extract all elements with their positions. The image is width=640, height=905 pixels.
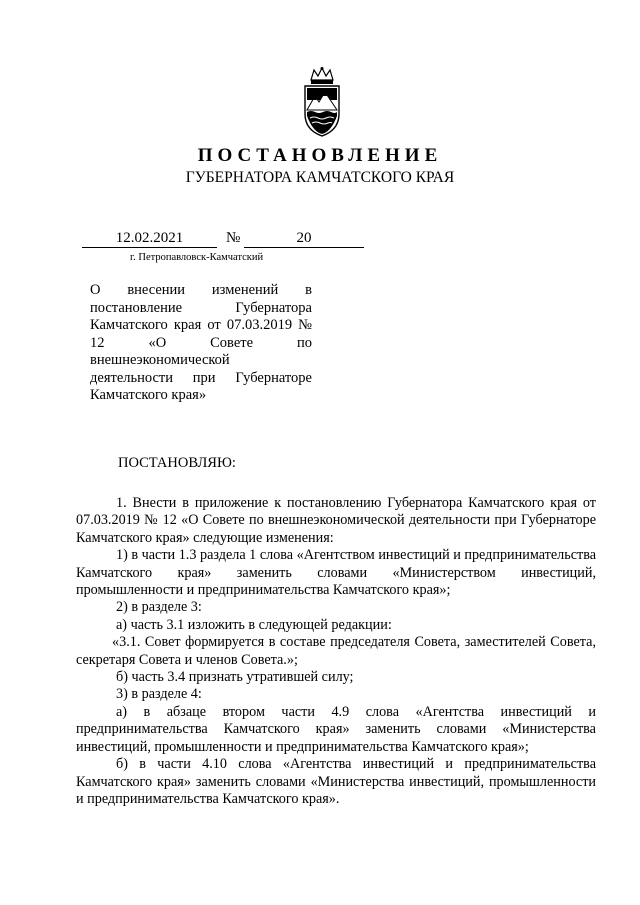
body-paragraph: б) часть 3.4 признать утратившей силу; [116, 669, 354, 686]
number-sign: № [226, 230, 241, 246]
decree-word: ПОСТАНОВЛЯЮ: [118, 455, 236, 471]
body-paragraph: а) в абзаце втором части 4.9 слова «Агентства инвестиций и предпринимательства Камчатского края» заменить словами «Министерства инвестиций, промышленности и предпринимательства Камчатского края»; [76, 703, 596, 755]
document-title: ПОСТАНОВЛЕНИЕ [197, 145, 443, 166]
body-paragraph: 3) в разделе 4: [116, 686, 202, 703]
body-paragraph: 1) в части 1.3 раздела 1 слова «Агентством инвестиций и предпринимательства Камчатского края» заменить словами «Министерством инвестиций, промышленности и предпринимательства Камчатского края»; [76, 547, 596, 599]
document-subject: О внесении изменений в постановление Губернатора Камчатского края от 07.03.2019 № 12 «О Совете по внешнеэкономической деятельности при Губернаторе Камчатского края» [90, 282, 312, 403]
document-city: г. Петропавловск-Камчатский [130, 252, 264, 263]
body-paragraph: 2) в разделе 3: [116, 599, 202, 616]
document-number: 20 [244, 230, 364, 248]
document-subtitle: ГУБЕРНАТОРА КАМЧАТСКОГО КРАЯ [185, 169, 455, 186]
body-paragraph: «3.1. Совет формируется в составе председателя Совета, заместителей Совета, секретаря Совета и членов Совета.»; [76, 634, 596, 668]
body-paragraph: 1. Внести в приложение к постановлению Губернатора Камчатского края от 07.03.2019 № 12 «О Совете по внешнеэкономической деятельности при Губернаторе Камчатского края» следующие изменения: [76, 495, 596, 546]
body-paragraph: а) часть 3.1 изложить в следующей редакции: [116, 616, 392, 633]
document-date: 12.02.2021 [82, 230, 217, 248]
coat-of-arms-icon [301, 66, 343, 138]
body-paragraph: б) в части 4.10 слова «Агентства инвестиций и предпринимательства Камчатского края» заменить словами «Министерства инвестиций, промышленности и предпринимательства Камчатского края». [76, 756, 596, 807]
document-body [76, 495, 596, 808]
